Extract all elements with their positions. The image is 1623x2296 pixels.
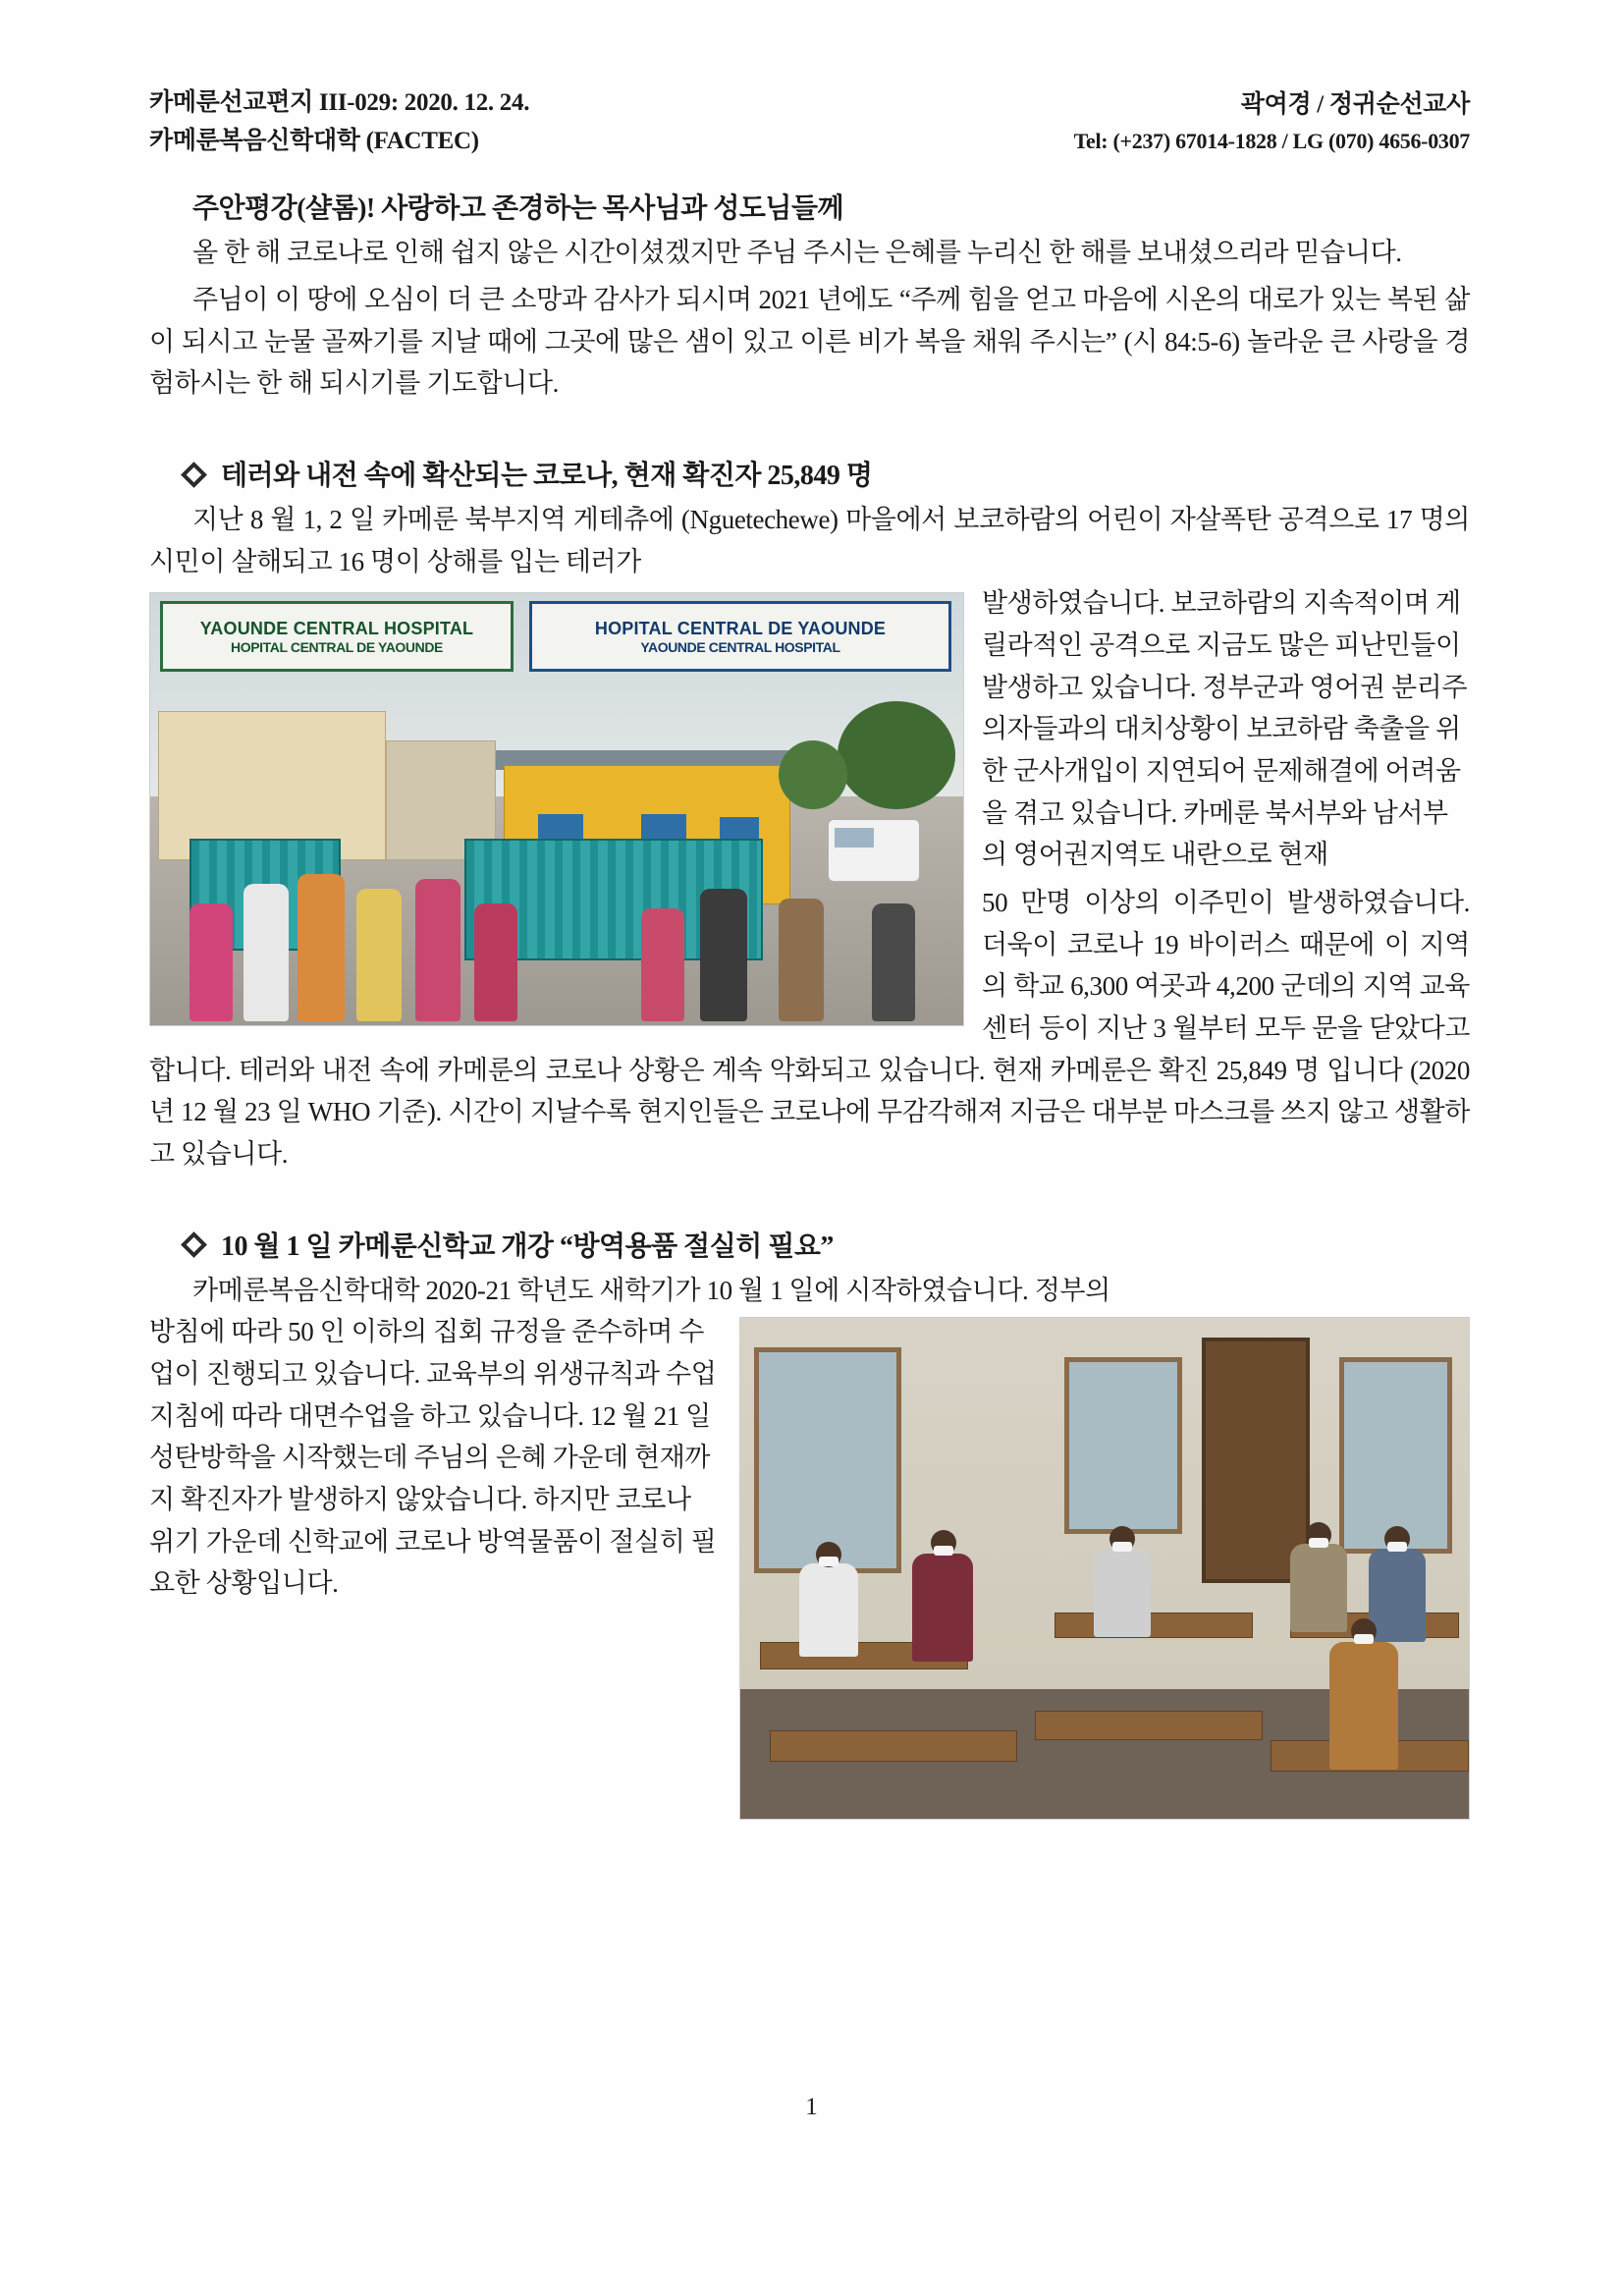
hospital-sign-left-line1: YAOUNDE CENTRAL HOSPITAL <box>199 619 474 639</box>
photo-tree-left <box>779 740 847 809</box>
page-content <box>149 84 1470 1828</box>
section-heading-2-text: 10 월 1 일 카메룬신학교 개강 “방역용품 절실히 필요” <box>221 1230 834 1262</box>
classroom-desk-3 <box>1055 1613 1253 1638</box>
section1-photo-text-wrap <box>149 582 1470 876</box>
classroom-student-3 <box>1094 1549 1151 1637</box>
hospital-sign-left <box>160 601 514 672</box>
classroom-student-6 <box>1329 1642 1398 1770</box>
page-number: 1 <box>805 2094 818 2120</box>
section1-paragraph-1: 지난 8 월 1, 2 일 카메룬 북부지역 게테츄에 (Nguetechewe) 마을에서 보코하람의 어린이 자살폭탄 공격으로 17 명의 시민이 살해되고 16 명이 상해를 입는 테러가 <box>149 505 1470 576</box>
photo-person-10 <box>872 903 915 1021</box>
intro-paragraph-2: 주님이 이 땅에 오심이 더 큰 소망과 감사가 되시며 2021 년에도 “주께 힘을 얻고 마음에 시온의 대로가 있는 복된 삶이 되시고 눈물 골짜기를 지날 때에 그곳에 많은 샘이 있고 이른 비가 복을 채워 주시는” (시 84:5-6) 놀라운 큰 사랑을 경험하시는 한 해 되시기를 기도합니다. <box>149 285 1470 399</box>
organization-name: 카메룬복음신학대학 (FACTEC) <box>149 127 479 154</box>
hospital-sign-right-line1: HOPITAL CENTRAL DE YAOUNDE <box>594 619 887 639</box>
section2-paragraph-1: 카메룬복음신학대학 2020-21 학년도 새학기가 10 월 1 일에 시작하였습니다. 정부의 <box>192 1275 1110 1305</box>
classroom-student-1 <box>799 1563 858 1657</box>
header-right-block <box>1074 84 1470 158</box>
section-heading-1 <box>185 454 1470 493</box>
classroom-student-2-mask <box>934 1546 953 1556</box>
diamond-bullet-icon <box>181 462 207 488</box>
letter-title: 카메룬선교편지 III-029: 2020. 12. 24. <box>149 89 530 116</box>
photo-person-3 <box>298 874 345 1021</box>
classroom-window-mid <box>1064 1357 1182 1534</box>
photo-person-1 <box>189 903 233 1021</box>
section2-paragraph-2: 방침에 따라 50 인 이하의 집회 규정을 준수하며 수업이 진행되고 있습니다. 교육부의 위생규칙과 수업지침에 따라 대면수업을 하고 있습니다. 12 월 21 일 성탄방학을 시작했는데 주님의 은혜 가운데 현재까지 확진자가 발생하지 않았습니다. 하지만 코로나 위기 가운데 신학교에 코로나 방역물품이 절실히 필요한 상황입니다. <box>149 1317 717 1599</box>
classroom-window-right <box>1339 1357 1452 1554</box>
classroom-student-5 <box>1369 1549 1426 1642</box>
classroom-student-3-mask <box>1112 1542 1132 1552</box>
classroom-student-4 <box>1290 1544 1347 1632</box>
classroom-student-2 <box>912 1554 973 1662</box>
letter-header <box>149 84 1470 161</box>
hospital-sign-left-line2: HOPITAL CENTRAL DE YAOUNDE <box>231 638 443 655</box>
classroom-student-4-mask <box>1309 1538 1328 1548</box>
classroom-desk-2 <box>770 1730 1017 1762</box>
intro-paragraph-1: 올 한 해 코로나로 인해 쉽지 않은 시간이셨겠지만 주님 주시는 은혜를 누리신 한 해를 보내셨으리라 믿습니다. <box>192 237 1402 267</box>
photo-person-9 <box>779 899 824 1021</box>
classroom-desk-4 <box>1035 1711 1263 1740</box>
section2-photo-text-wrap <box>149 1311 1470 1605</box>
photo-person-5 <box>415 879 460 1021</box>
hospital-photo <box>149 592 964 1026</box>
missionary-names: 곽여경 / 정귀순선교사 <box>1240 91 1470 118</box>
photo-person-2 <box>243 884 289 1021</box>
hospital-sign-right <box>529 601 951 672</box>
photo-tree-right <box>838 701 955 809</box>
classroom-student-1-mask <box>819 1557 839 1566</box>
photo-person-7 <box>641 908 684 1021</box>
contact-phone: Tel: (+237) 67014-1828 / LG (070) 4656-0307 <box>1073 128 1470 153</box>
section1-paragraph-4: 50 만명 이상의 이주민이 발생하였습니다. 더욱이 코로나 19 바이러스 때문에 이 지역의 학교 6,300 여곳과 4,200 군데의 지역 교육센터 등이 지난 3 월부터 모두 문을 닫았다고 합니다. 테러와 내전 속에 카메룬의 코로나 상황은 계속 악화되고 있습니다. 현재 카메룬은 확진 25,849 명 입니다 (2020 년 12 월 23 일 WHO 기준). 시간이 지날수록 현지인들은 코로나에 무감각해져 지금은 대부분 마스크를 쓰지 않고 생활하고 있습니다. <box>149 888 1470 1169</box>
photo-van <box>828 819 920 882</box>
classroom-photo <box>739 1317 1470 1820</box>
classroom-student-6-mask <box>1354 1634 1374 1644</box>
photo-person-8 <box>700 889 747 1021</box>
header-left-block <box>149 84 529 161</box>
section1-paragraph-2: 발생하였습니다. 보코하람의 지속적이며 게릴라적인 공격으로 지금도 많은 피난민들이 발생하고 있습니다. 정부군과 영어권 분리주의자들과의 대치상황이 보코하람 축출을 위한 군사개입이 지연되어 문제해결에 어려움을 겪고 있습니다. <box>982 588 1468 828</box>
photo-person-4 <box>356 889 402 1021</box>
classroom-window-left <box>754 1347 901 1573</box>
section-heading-2 <box>185 1225 1470 1264</box>
greeting-line: 주안평강(샬롬)! 사랑하고 존경하는 목사님과 성도님들께 <box>192 192 844 224</box>
section-heading-1-text: 테러와 내전 속에 확산되는 코로나, 현재 확진자 25,849 명 <box>221 461 873 492</box>
photo-person-6 <box>474 903 517 1021</box>
section1-paragraph-3: 카메룬 북서부와 남서부의 영어권지역도 내란으로 현재 <box>982 797 1448 870</box>
diamond-bullet-icon-2 <box>181 1231 207 1258</box>
hospital-sign-right-line2: YAOUNDE CENTRAL HOSPITAL <box>640 638 840 655</box>
classroom-student-5-mask <box>1387 1542 1407 1552</box>
